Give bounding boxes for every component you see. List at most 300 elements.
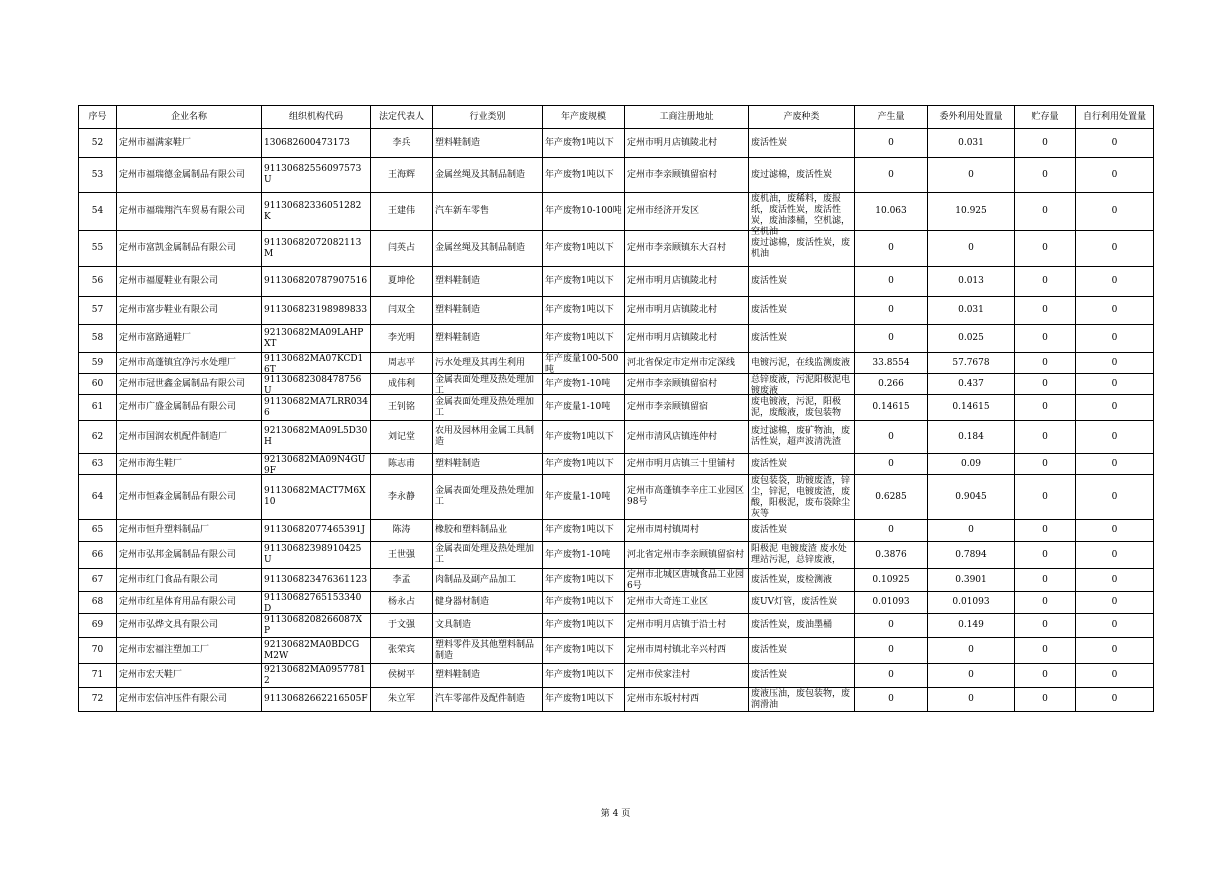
cell-address: [625, 614, 749, 638]
cell-address: [625, 664, 749, 688]
cell-address: [625, 569, 749, 592]
cell-waste-type-text: 废过滤棉，废活性炭: [751, 169, 833, 180]
cell-outsourced-text: 0.09: [960, 458, 982, 469]
cell-waste-type-text: 废活性炭: [751, 305, 788, 315]
cell-self-disposed: [1076, 542, 1154, 569]
cell-outsourced-text: 0.184: [958, 431, 984, 442]
cell-generated: [855, 193, 928, 231]
cell-address-text: 定州市明月店镇三十里铺村: [627, 458, 736, 469]
cell-waste-type-text: 废液压油，废包装物，废润滑油: [751, 689, 851, 710]
cell-scale: [543, 688, 625, 712]
cell-legal-rep: [371, 520, 433, 542]
cell-company-text: 定州市广盛金属制品有限公司: [119, 402, 237, 412]
cell-scale-text: 年产废量1-10吨: [545, 402, 611, 412]
cell-self-disposed: [1076, 395, 1154, 421]
cell-self-disposed-text: 0: [1111, 206, 1118, 216]
cell-self-disposed: [1076, 325, 1154, 353]
cell-company-text: 定州市弘邦金属制品有限公司: [119, 549, 237, 560]
cell-legal-rep-text: 陈涛: [392, 525, 411, 535]
cell-index: [79, 231, 117, 267]
cell-company: [117, 664, 262, 688]
cell-org-code-text: 91130682398910425U: [264, 544, 362, 565]
cell-company: [117, 374, 262, 395]
cell-index: [79, 325, 117, 353]
cell-address: [625, 129, 749, 158]
cell-address-text: 定州市明月店镇陵北村: [627, 137, 718, 148]
cell-address-text: 定州市大奇连工业区: [627, 597, 709, 607]
cell-org-code: [262, 638, 371, 664]
cell-scale: [543, 638, 625, 664]
cell-self-disposed: [1076, 421, 1154, 454]
cell-industry-text: 塑料鞋制造: [435, 458, 481, 469]
cell-legal-rep-text: 闫英占: [387, 243, 415, 253]
cell-self-disposed-text: 0: [1111, 431, 1118, 442]
cell-generated-text: 10.063: [875, 206, 907, 216]
cell-index: [79, 353, 117, 374]
cell-org-code-text: 91130682MA7LRR0346: [264, 396, 368, 418]
cell-address-text: 河北省保定市定州市定深线: [627, 357, 736, 368]
cell-index-text: 68: [91, 597, 104, 607]
table-row: [79, 395, 1154, 421]
cell-scale: [543, 569, 625, 592]
cell-company: [117, 353, 262, 374]
cell-outsourced: [928, 454, 1015, 475]
cell-address-text: 定州市侯家洼村: [627, 670, 691, 680]
cell-generated-text: 0: [888, 276, 894, 286]
cell-industry: [433, 158, 543, 193]
hazardous-waste-table: [78, 105, 1154, 712]
cell-legal-rep: [371, 193, 433, 231]
cell-outsourced: [928, 353, 1015, 374]
cell-company: [117, 231, 262, 267]
cell-outsourced-text: 0: [968, 243, 974, 253]
table-row: [79, 267, 1154, 297]
cell-org-code-text: 91130682077465391J: [264, 525, 365, 535]
cell-outsourced-text: 0.437: [958, 378, 984, 389]
cell-scale-text: 年产废物1-10吨: [545, 378, 611, 389]
cell-scale: [543, 421, 625, 454]
table-body: [79, 129, 1154, 712]
cell-self-disposed: [1076, 688, 1154, 712]
cell-self-disposed-text: 0: [1111, 670, 1118, 680]
cell-legal-rep: [371, 395, 433, 421]
cell-self-disposed-text: 0: [1111, 549, 1118, 560]
cell-self-disposed-text: 0: [1111, 276, 1118, 286]
cell-waste-type-text: 废活性炭，废检测液: [751, 574, 833, 585]
table-row: [79, 688, 1154, 712]
cell-industry-text: 塑料鞋制造: [435, 333, 481, 343]
cell-scale: [543, 542, 625, 569]
cell-generated: [855, 231, 928, 267]
table-row: [79, 374, 1154, 395]
cell-scale-text: 年产废物1吨以下: [545, 574, 614, 585]
table-row: [79, 664, 1154, 688]
cell-scale-text: 年产废物1吨以下: [545, 169, 614, 180]
table-row: [79, 614, 1154, 638]
cell-industry: [433, 454, 543, 475]
cell-self-disposed: [1076, 638, 1154, 664]
cell-outsourced: [928, 614, 1015, 638]
cell-index: [79, 475, 117, 520]
cell-self-disposed-text: 0: [1111, 525, 1118, 535]
cell-industry: [433, 614, 543, 638]
cell-waste-type-text: 废过滤棉，废矿物油，废活性炭，超声波清洗渣: [751, 426, 851, 447]
cell-industry: [433, 569, 543, 592]
cell-waste-type: [749, 592, 855, 614]
cell-org-code-text: 91130682556097573U: [264, 164, 362, 185]
cell-legal-rep: [371, 353, 433, 374]
cell-index-text: 55: [91, 243, 104, 253]
cell-industry: [433, 475, 543, 520]
cell-industry: [433, 231, 543, 267]
cell-generated: [855, 454, 928, 475]
cell-waste-type: [749, 395, 855, 421]
cell-outsourced: [928, 193, 1015, 231]
cell-outsourced-text: 0: [968, 694, 974, 704]
col-header-company: 企业名称: [117, 106, 262, 129]
cell-generated: [855, 297, 928, 325]
cell-company-text: 定州市福瑞翔汽车贸易有限公司: [119, 206, 246, 216]
cell-scale-text: 年产废物1吨以下: [545, 458, 614, 469]
cell-index: [79, 421, 117, 454]
table-row: [79, 231, 1154, 267]
cell-generated-text: 0.01093: [872, 597, 910, 607]
cell-index: [79, 454, 117, 475]
cell-outsourced-text: 57.7678: [952, 357, 990, 368]
cell-outsourced-text: 0: [968, 670, 974, 680]
cell-index: [79, 614, 117, 638]
cell-waste-type: [749, 129, 855, 158]
cell-address: [625, 638, 749, 664]
cell-legal-rep: [371, 454, 433, 475]
cell-outsourced: [928, 129, 1015, 158]
cell-org-code-text: 9113068233605128​2K: [264, 200, 362, 222]
cell-outsourced-text: 0.14615: [952, 402, 990, 412]
cell-stored-text: 0: [1042, 431, 1048, 442]
cell-outsourced: [928, 297, 1015, 325]
cell-stored: [1015, 614, 1076, 638]
cell-stored: [1015, 542, 1076, 569]
cell-waste-type: [749, 297, 855, 325]
cell-scale-text: 年产废物1吨以下: [545, 305, 614, 315]
cell-org-code-text: 92130682MA09N4GU9F: [264, 455, 366, 476]
cell-org-code: [262, 158, 371, 193]
cell-generated-text: 0: [888, 525, 894, 535]
cell-address-text: 定州市明月店镇陵北村: [627, 305, 718, 315]
cell-address-text: 定州市北城区唐城食品工业园6号: [627, 570, 745, 591]
col-header-outsourced: 委外利用处置量: [928, 106, 1015, 129]
cell-legal-rep-text: 陈志甫: [387, 458, 415, 469]
cell-industry-text: 肉制品及副产品加工: [435, 574, 517, 585]
col-header-industry: 行业类别: [433, 106, 543, 129]
cell-generated: [855, 267, 928, 297]
cell-industry-text: 污水处理及其再生利用: [435, 357, 526, 368]
cell-self-disposed: [1076, 374, 1154, 395]
cell-generated: [855, 688, 928, 712]
cell-waste-type: [749, 421, 855, 454]
cell-legal-rep: [371, 325, 433, 353]
cell-stored-text: 0: [1042, 276, 1048, 286]
cell-waste-type: [749, 688, 855, 712]
cell-outsourced: [928, 395, 1015, 421]
cell-industry-text: 金属表面处理及热处理加工: [435, 486, 535, 507]
cell-industry: [433, 374, 543, 395]
cell-address-text: 定州市周村镇北辛兴村西: [627, 645, 727, 655]
cell-industry: [433, 664, 543, 688]
cell-address-text: 定州市经济开发区: [627, 206, 700, 216]
cell-generated-text: 0.10925: [872, 574, 910, 585]
cell-industry: [433, 592, 543, 614]
cell-index: [79, 374, 117, 395]
cell-org-code: [262, 297, 371, 325]
cell-generated: [855, 158, 928, 193]
cell-scale-text: 年产废物1吨以下: [545, 645, 614, 655]
cell-company: [117, 638, 262, 664]
cell-company: [117, 297, 262, 325]
cell-legal-rep-text: 李光明: [387, 333, 415, 343]
cell-outsourced-text: 0.031: [958, 305, 984, 315]
cell-waste-type: [749, 542, 855, 569]
cell-industry-text: 金属丝绳及其制品制造: [435, 169, 526, 180]
cell-scale-text: 年产废物1吨以下: [545, 694, 614, 704]
cell-waste-type: [749, 374, 855, 395]
cell-self-disposed: [1076, 231, 1154, 267]
cell-company-text: 定州市宏福注塑加工厂: [119, 645, 210, 655]
cell-self-disposed: [1076, 520, 1154, 542]
cell-org-code-text: 91130682308478756U: [264, 375, 362, 396]
cell-waste-type: [749, 614, 855, 638]
cell-org-code: [262, 129, 371, 158]
cell-address-text: 定州市高蓬镇李辛庄工业园区98号: [627, 486, 745, 507]
cell-scale-text: 年产废物1吨以下: [545, 620, 614, 630]
cell-company-text: 定州市红星体育用品有限公司: [119, 597, 237, 607]
cell-index-text: 66: [91, 549, 104, 560]
col-header-waste-type: 产废种类: [749, 106, 855, 129]
cell-generated-text: 0: [888, 169, 894, 180]
cell-address-text: 定州市明月店镇陵北村: [627, 276, 718, 286]
cell-self-disposed-text: 0: [1111, 694, 1118, 704]
cell-company: [117, 592, 262, 614]
cell-scale: [543, 614, 625, 638]
cell-company-text: 定州市海生鞋厂: [119, 458, 183, 469]
cell-index: [79, 297, 117, 325]
col-header-generated: 产生量: [855, 106, 928, 129]
cell-legal-rep-text: 夏坤伦: [387, 276, 415, 286]
cell-legal-rep: [371, 374, 433, 395]
cell-scale-text: 年产废物1吨以下: [545, 137, 614, 148]
cell-waste-type-text: 阳极泥 电镀废渣 废水处理站污泥，总锌废液，: [751, 544, 847, 565]
cell-scale: [543, 129, 625, 158]
cell-legal-rep: [371, 664, 433, 688]
cell-generated: [855, 542, 928, 569]
cell-company: [117, 395, 262, 421]
cell-outsourced: [928, 569, 1015, 592]
cell-stored: [1015, 475, 1076, 520]
cell-industry: [433, 129, 543, 158]
cell-org-code: [262, 231, 371, 267]
cell-outsourced-text: 0.013: [958, 276, 984, 286]
table-row: [79, 475, 1154, 520]
cell-legal-rep: [371, 542, 433, 569]
cell-index: [79, 688, 117, 712]
cell-legal-rep: [371, 592, 433, 614]
cell-self-disposed-text: 0: [1111, 402, 1118, 412]
cell-index: [79, 638, 117, 664]
cell-self-disposed: [1076, 664, 1154, 688]
cell-industry: [433, 267, 543, 297]
cell-self-disposed: [1076, 267, 1154, 297]
cell-stored-text: 0: [1042, 597, 1048, 607]
cell-company: [117, 542, 262, 569]
cell-outsourced-text: 0.01093: [952, 597, 990, 607]
cell-legal-rep-text: 李永静: [387, 491, 415, 502]
cell-index-text: 63: [91, 458, 104, 469]
cell-waste-type-text: 废活性炭: [751, 645, 788, 655]
cell-self-disposed: [1076, 614, 1154, 638]
cell-legal-rep: [371, 158, 433, 193]
cell-stored-text: 0: [1042, 305, 1048, 315]
cell-address: [625, 520, 749, 542]
cell-legal-rep: [371, 475, 433, 520]
cell-org-code-text: 91130682MA07KCD16T: [264, 354, 364, 375]
cell-industry: [433, 542, 543, 569]
cell-industry: [433, 688, 543, 712]
cell-address-text: 定州市东坂村村西: [627, 694, 700, 704]
cell-index-text: 64: [91, 491, 104, 502]
cell-self-disposed: [1076, 129, 1154, 158]
cell-waste-type-text: 废活性炭: [751, 670, 788, 680]
cell-self-disposed-text: 0: [1111, 574, 1118, 585]
cell-address-text: 定州市周村镇周村: [627, 525, 700, 535]
cell-org-code: [262, 569, 371, 592]
cell-generated-text: 33.8554: [872, 357, 910, 368]
cell-index-text: 56: [91, 276, 104, 286]
cell-org-code-text: 92130682MA09L5D30H: [264, 426, 368, 447]
cell-org-code: [262, 542, 371, 569]
cell-outsourced: [928, 374, 1015, 395]
cell-self-disposed: [1076, 158, 1154, 193]
cell-generated: [855, 614, 928, 638]
cell-generated: [855, 520, 928, 542]
cell-self-disposed: [1076, 475, 1154, 520]
cell-stored-text: 0: [1042, 357, 1048, 368]
cell-outsourced-text: 0.025: [958, 333, 984, 343]
cell-address: [625, 454, 749, 475]
cell-address: [625, 688, 749, 712]
cell-outsourced-text: 0.3901: [955, 574, 987, 585]
cell-generated-text: 0.6285: [875, 491, 907, 502]
cell-scale: [543, 520, 625, 542]
cell-legal-rep: [371, 614, 433, 638]
cell-industry: [433, 395, 543, 421]
table-row: [79, 520, 1154, 542]
cell-industry: [433, 638, 543, 664]
cell-org-code: [262, 193, 371, 231]
cell-address: [625, 395, 749, 421]
waste-table-container: [78, 105, 1153, 712]
cell-self-disposed-text: 0: [1111, 243, 1118, 253]
cell-self-disposed-text: 0: [1111, 597, 1118, 607]
cell-waste-type-text: 废活性炭: [751, 276, 788, 286]
cell-stored: [1015, 231, 1076, 267]
cell-legal-rep-text: 闫双全: [387, 305, 415, 315]
cell-self-disposed: [1076, 569, 1154, 592]
cell-outsourced: [928, 638, 1015, 664]
cell-legal-rep-text: 王世强: [387, 549, 415, 560]
cell-scale: [543, 592, 625, 614]
cell-index-text: 71: [91, 670, 104, 680]
cell-index-text: 61: [91, 402, 104, 412]
cell-address-text: 定州市明月店镇于沿士村: [627, 620, 727, 630]
cell-org-code: [262, 353, 371, 374]
cell-self-disposed-text: 0: [1111, 645, 1118, 655]
cell-stored: [1015, 638, 1076, 664]
table-row: [79, 454, 1154, 475]
cell-company: [117, 158, 262, 193]
cell-address: [625, 592, 749, 614]
cell-waste-type-text: 废UV灯管，废活性炭: [751, 597, 838, 607]
cell-index-text: 69: [91, 620, 104, 630]
cell-scale-text: 年产废物1吨以下: [545, 333, 614, 343]
cell-waste-type: [749, 475, 855, 520]
cell-org-code-text: 911306820787907516: [264, 276, 368, 286]
table-row: [79, 129, 1154, 158]
cell-index: [79, 542, 117, 569]
cell-company: [117, 569, 262, 592]
cell-generated-text: 0.14615: [872, 402, 910, 412]
cell-generated: [855, 129, 928, 158]
cell-company: [117, 614, 262, 638]
cell-org-code: [262, 688, 371, 712]
table-row: [79, 193, 1154, 231]
cell-stored-text: 0: [1042, 694, 1048, 704]
cell-legal-rep-text: 张荣宾: [387, 645, 415, 655]
cell-index-text: 70: [91, 645, 104, 655]
col-header-stored: 贮存量: [1015, 106, 1076, 129]
cell-legal-rep-text: 成伟利: [387, 378, 415, 389]
cell-scale-text: 年产废物1吨以下: [545, 276, 614, 286]
cell-self-disposed-text: 0: [1111, 333, 1118, 343]
cell-legal-rep-text: 侯树平: [387, 670, 415, 680]
cell-waste-type: [749, 638, 855, 664]
cell-stored-text: 0: [1042, 620, 1048, 630]
cell-generated: [855, 569, 928, 592]
cell-legal-rep: [371, 688, 433, 712]
cell-generated: [855, 395, 928, 421]
cell-index: [79, 158, 117, 193]
col-header-self-disposed: 自行利用处置量: [1076, 106, 1154, 129]
cell-company: [117, 688, 262, 712]
cell-industry: [433, 193, 543, 231]
cell-company-text: 定州市宏天鞋厂: [119, 670, 183, 680]
cell-org-code-text: 91130682072082113M: [264, 237, 362, 259]
cell-stored: [1015, 297, 1076, 325]
cell-org-code: [262, 454, 371, 475]
cell-legal-rep-text: 于文强: [387, 620, 415, 630]
cell-self-disposed-text: 0: [1111, 137, 1118, 148]
cell-scale: [543, 325, 625, 353]
cell-org-code-text: 130682600473173: [264, 137, 350, 148]
cell-self-disposed-text: 0: [1111, 491, 1118, 502]
cell-stored-text: 0: [1042, 137, 1048, 148]
page-number: 第 4 页: [600, 809, 631, 819]
cell-stored: [1015, 688, 1076, 712]
cell-org-code-text: 92130682MA09LAHPXT: [264, 327, 364, 349]
table-row: [79, 353, 1154, 374]
cell-org-code-text: 91130682082660​87XP: [264, 615, 363, 636]
cell-address-text: 定州市明月店镇陵北村: [627, 333, 718, 343]
cell-org-code: [262, 475, 371, 520]
